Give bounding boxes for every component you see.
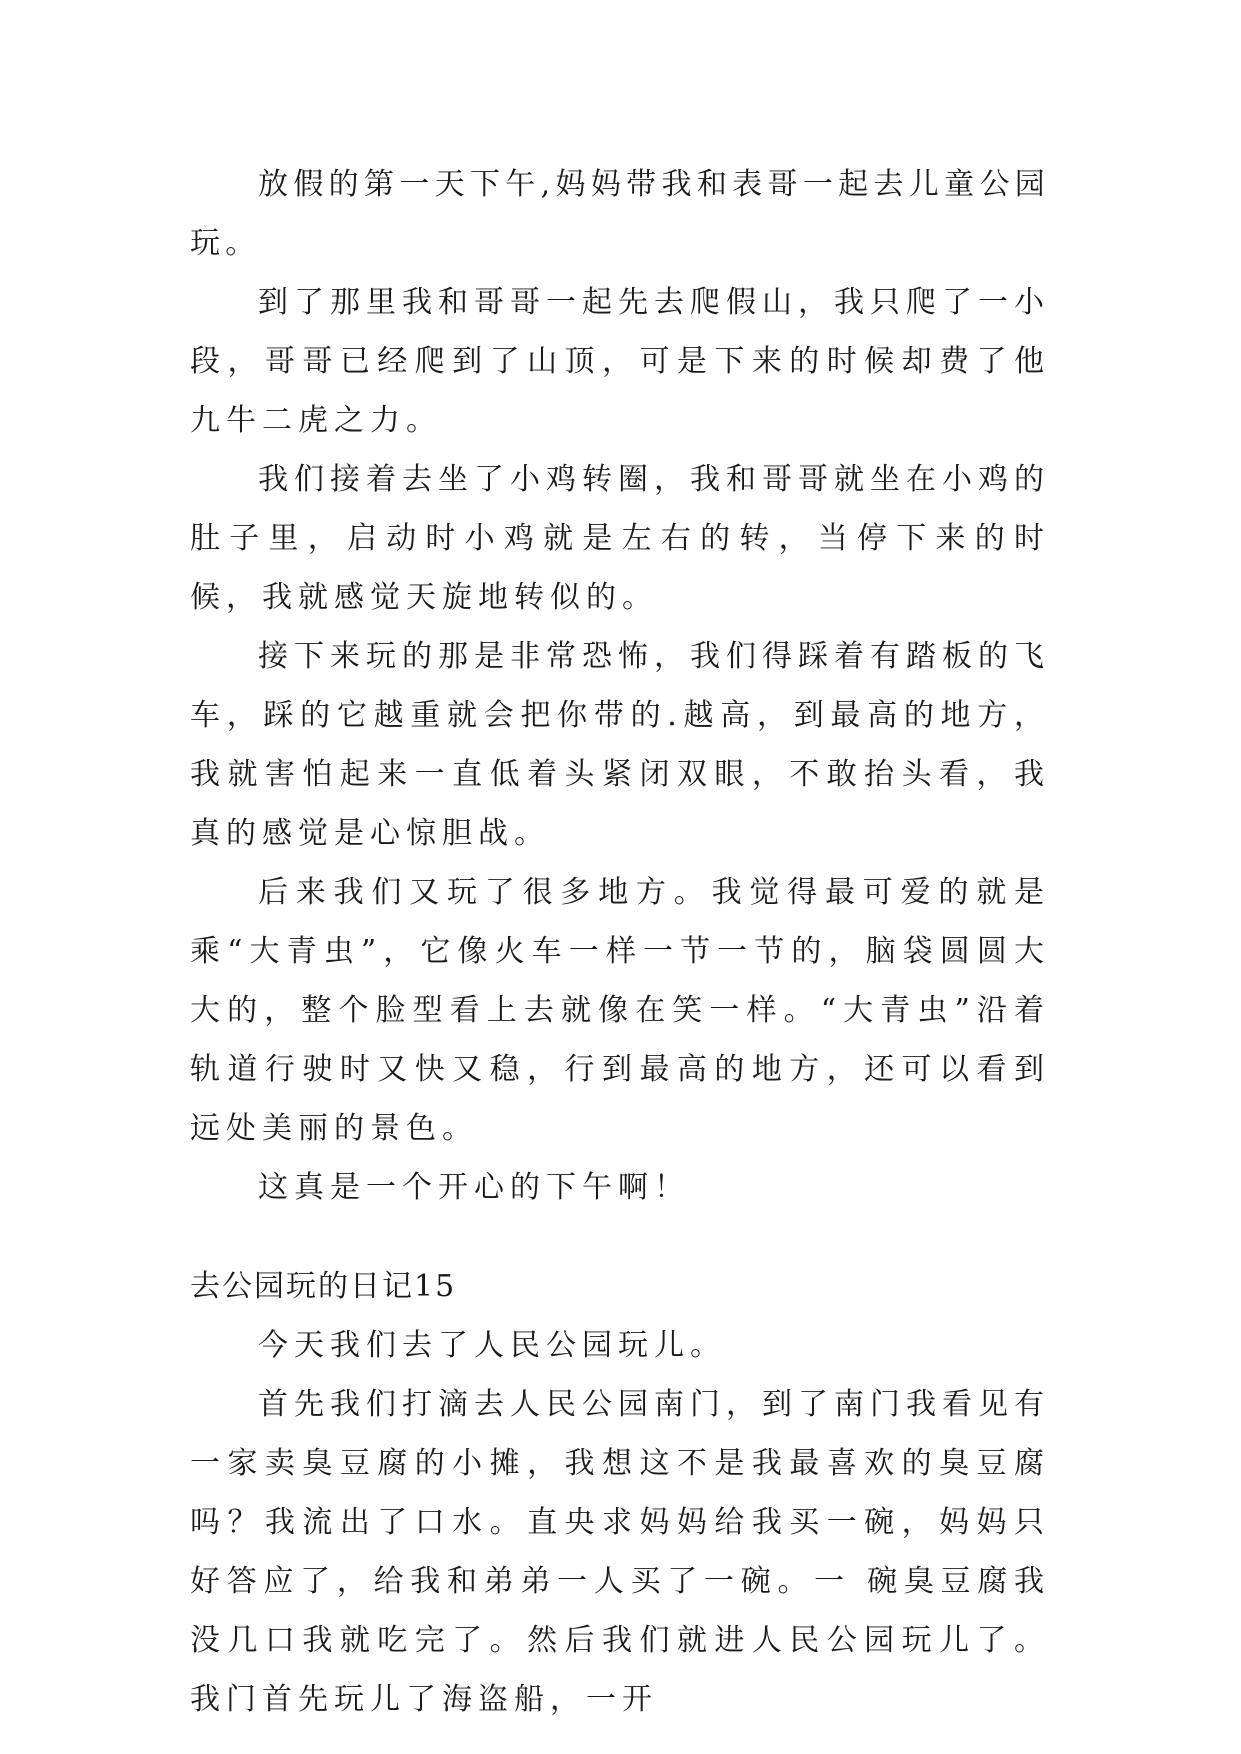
paragraph: 接下来玩的那是非常恐怖，我们得踩着有踏板的飞车，踩的它越重就会把你带的.越高，到最高的地方，我就害怕起来一直低着头紧闭双眼，不敢抬头看，我真的感觉是心惊胆战。 (190, 639, 1050, 851)
paragraph: 今天我们去了人民公园玩儿。 (258, 1328, 726, 1363)
paragraph: 首先我们打滴去人民公园南门，到了南门我看见有一家卖臭豆腐的小摊，我想这不是我最喜欢的臭豆腐吗？我流出了口水。直央求妈妈给我买一碗，妈妈只好答应了，给我和弟弟一人买了一碗。一 碗臭豆腐我没几口我就吃完了。然后我们就进人民公园玩儿了。我门首先玩儿了海盗船，一开 (190, 1387, 1050, 1717)
document-page (190, 155, 1050, 1729)
paragraph: 后来我们又玩了很多地方。我觉得最可爱的就是乘“大青虫”，它像火车一样一节一节的，脑袋圆圆大大的，整个脸型看上去就像在笑一样。“大青虫”沿着轨道行驶时又快又稳，行到最高的地方，还可以看到远处美丽的景色。 (190, 875, 1050, 1146)
paragraph: 放假的第一天下午,妈妈带我和表哥一起去儿童公园玩。 (190, 167, 1050, 261)
paragraph: 这真是一个开心的下午啊！ (258, 1170, 690, 1205)
paragraph: 到了那里我和哥哥一起先去爬假山，我只爬了一小段，哥哥已经爬到了山顶，可是下来的时候却费了他九牛二虎之力。 (190, 285, 1050, 438)
section-spacer (190, 1217, 1050, 1257)
paragraph: 我们接着去坐了小鸡转圈，我和哥哥就坐在小鸡的肚子里，启动时小鸡就是左右的转，当停下来的时候，我就感觉天旋地转似的。 (190, 462, 1050, 615)
section-title: 去公园玩的日记15 (190, 1269, 457, 1304)
